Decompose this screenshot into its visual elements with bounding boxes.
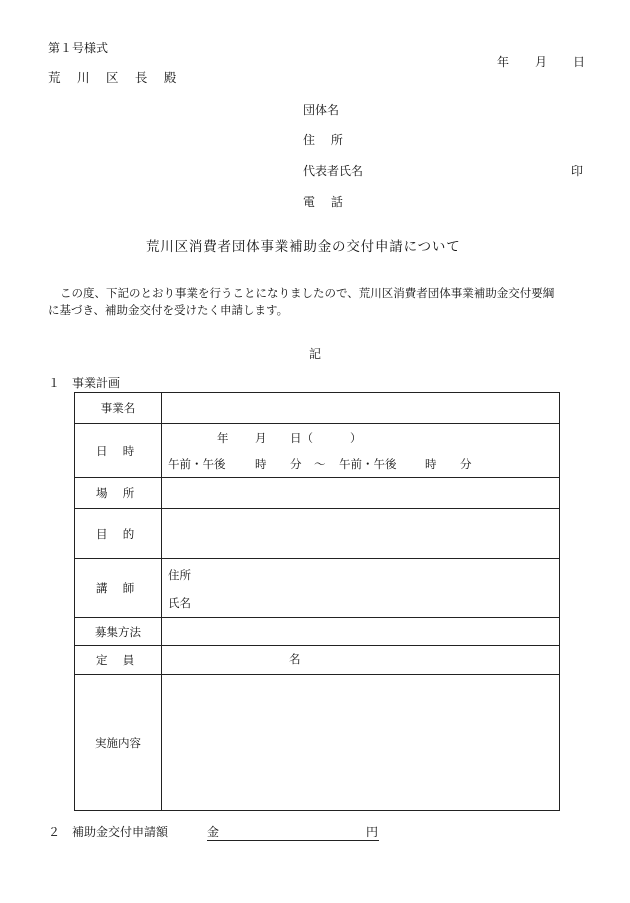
range-tilde: ～ xyxy=(314,457,326,471)
hour-start: 時 xyxy=(255,457,267,471)
date-day-label: 日 xyxy=(573,55,586,69)
row-label-recruit: 募集方法 xyxy=(75,618,162,646)
table-row xyxy=(75,509,560,559)
table-row xyxy=(75,424,560,478)
dt-year: 年 xyxy=(217,431,229,445)
table-row xyxy=(75,478,560,509)
seal-mark: 印 xyxy=(571,164,584,178)
phone-label: 電 話 xyxy=(303,195,349,209)
table-row xyxy=(75,393,560,424)
section2-heading: ２ 補助金交付申請額 xyxy=(48,825,169,839)
min-start: 分 xyxy=(290,457,302,471)
plan-table xyxy=(74,392,560,811)
body-line-2: に基づき、補助金交付を受けたく申請します。 xyxy=(48,303,289,317)
place-cell[interactable] xyxy=(162,478,560,509)
amount-kin: 金 xyxy=(207,825,220,839)
min-end: 分 xyxy=(460,457,472,471)
table-row xyxy=(75,559,560,618)
capacity-unit: 名 xyxy=(289,652,301,666)
dt-month: 月 xyxy=(255,431,267,445)
hour-end: 時 xyxy=(425,457,437,471)
body-paragraph xyxy=(48,285,588,319)
dt-close: ） xyxy=(350,431,362,445)
row-label-purpose: 目 的 xyxy=(75,509,162,559)
row-label-content: 実施内容 xyxy=(75,675,162,811)
table-row xyxy=(75,646,560,675)
capacity-cell[interactable] xyxy=(162,646,560,675)
ampm-end: 午前・午後 xyxy=(339,457,397,471)
row-label-datetime: 日 時 xyxy=(75,424,162,478)
ampm-start: 午前・午後 xyxy=(168,457,226,471)
document-title: 荒川区消費者団体事業補助金の交付申請について xyxy=(146,239,461,255)
row-label-lecturer: 講 師 xyxy=(75,559,162,618)
lecturer-name-label: 氏名 xyxy=(168,596,191,610)
row-label-place: 場 所 xyxy=(75,478,162,509)
date-year-label: 年 xyxy=(497,55,510,69)
form-number: 第１号様式 xyxy=(48,41,109,55)
purpose-cell[interactable] xyxy=(162,509,560,559)
section1-heading: １ 事業計画 xyxy=(48,376,121,390)
representative-label: 代表者氏名 xyxy=(303,164,364,178)
datetime-cell[interactable] xyxy=(162,424,560,478)
amount-underline[interactable] xyxy=(207,826,379,841)
dt-day: 日（ xyxy=(290,431,313,445)
address-label: 住 所 xyxy=(303,133,349,147)
addressee: 荒 川 区 長 殿 xyxy=(48,70,183,85)
amount-yen: 円 xyxy=(366,825,379,839)
table-row xyxy=(75,618,560,646)
event-name-cell[interactable] xyxy=(162,393,560,424)
group-name-label: 団体名 xyxy=(303,103,340,117)
lecturer-address-label: 住所 xyxy=(168,568,191,582)
table-row xyxy=(75,675,560,811)
row-label-capacity: 定 員 xyxy=(75,646,162,675)
row-label-event-name: 事業名 xyxy=(75,393,162,424)
ki-mark: 記 xyxy=(309,347,322,361)
lecturer-cell[interactable] xyxy=(162,559,560,618)
date-month-label: 月 xyxy=(535,55,548,69)
content-cell[interactable] xyxy=(162,675,560,811)
body-line-1: この度、下記のとおり事業を行うことになりましたので、荒川区消費者団体事業補助金交付要綱 xyxy=(60,286,555,300)
recruit-cell[interactable] xyxy=(162,618,560,646)
